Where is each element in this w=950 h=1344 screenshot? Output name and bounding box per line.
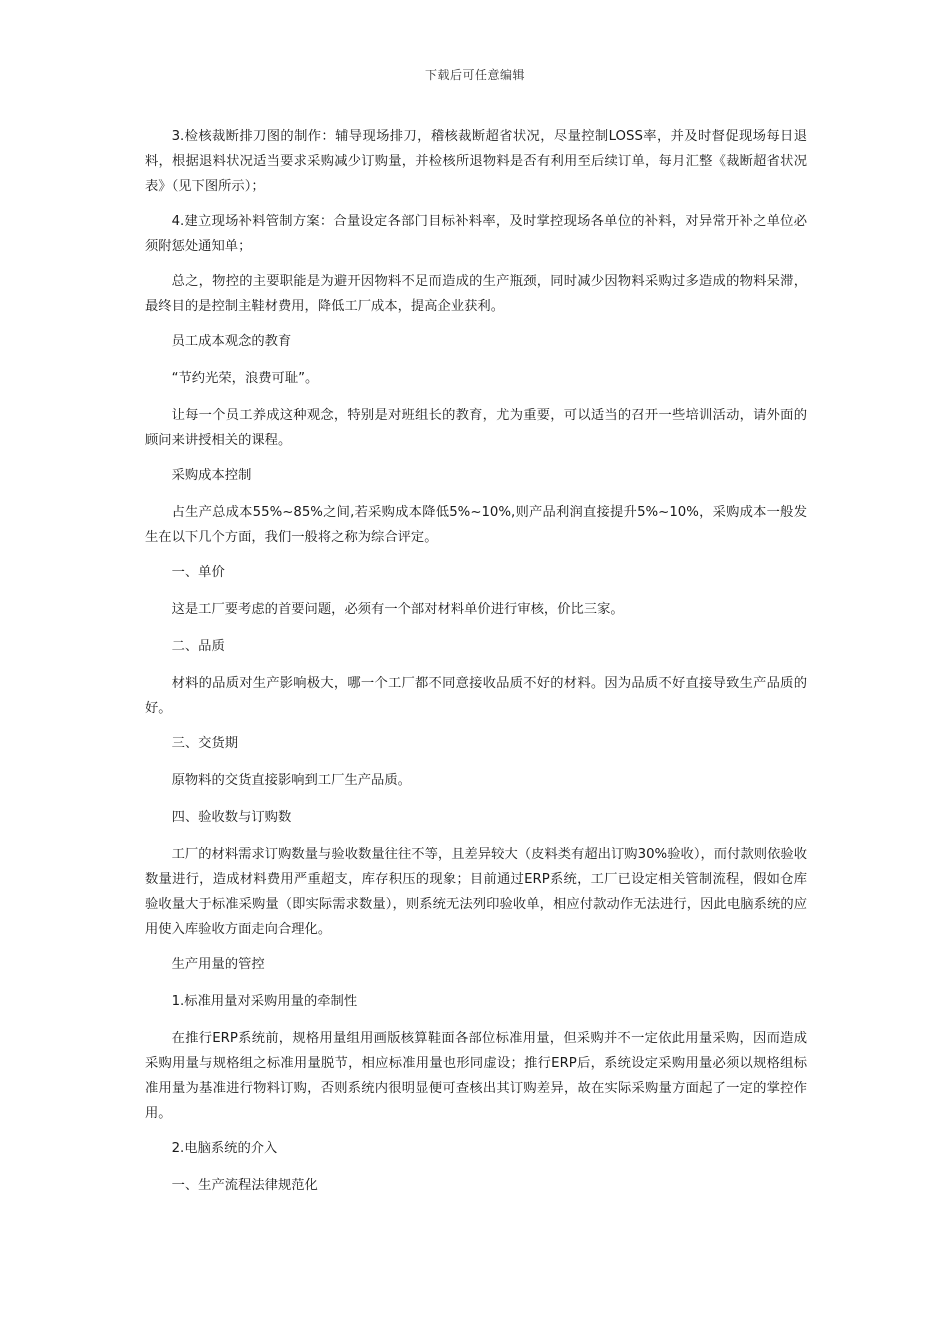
section-heading-usage-control: 生产用量的管控 xyxy=(171,957,265,972)
section-heading-purchase-cost: 采购成本控制 xyxy=(171,468,252,483)
paragraph-training: 让每一个员工养成这种观念，特别是对班组长的教育，尤为重要，可以适当的召开一些培训活动，请外面的顾问来讲授相关的课程。 xyxy=(145,408,807,448)
paragraph-purchase-share: 占生产总成本55%~85%之间,若采购成本降低5%~10%,则产品利润直接提升5%~10%，采购成本一般发生在以下几个方面，我们一般将之称为综合评定。 xyxy=(145,505,807,545)
subheading-receipt-order: 四、验收数与订购数 xyxy=(171,810,292,825)
page-header: 下载后可任意编辑 xyxy=(424,68,525,82)
paragraph-standard-usage: 在推行ERP系统前，规格用量组用画版核算鞋面各部位标准用量，但采购并不一定依此用量采购，因而造成采购用量与规格组之标准用量脱节，相应标准用量也形同虚设；推行ERP后，系统设定采购用量必须以规格组标准用量为基准进行物料订购，否则系统内很明显便可查核出其订购差异，故在实际采购量方面起了一定的掌控作用。 xyxy=(145,1031,807,1121)
subheading-unit-price: 一、单价 xyxy=(171,565,225,580)
paragraph-cutting-layout: 3.检核裁断排刀图的制作：辅导现场排刀，稽核裁断超省状况，尽量控制LOSS率，并及时督促现场每日退料，根据退料状况适当要求采购减少订购量，并检核所退物料是否有利用至后续订单，每月汇整《裁断超省状况表》（见下图所示）； xyxy=(145,129,807,194)
subheading-quality: 二、品质 xyxy=(171,639,225,654)
paragraph-summary: 总之，物控的主要职能是为避开因物料不足而造成的生产瓶颈，同时减少因物料采购过多造成的物料呆滞，最终目的是控制主鞋材费用，降低工厂成本，提高企业获利。 xyxy=(145,274,807,314)
paragraph-receipt-order: 工厂的材料需求订购数量与验收数量往往不等，且差异较大（皮料类有超出订购30%验收），而付款则依验收数量进行，造成材料费用严重超支，库存积压的现象；目前通过ERP系统，工厂已设定相关管制流程，假如仓库验收量大于标准采购量（即实际需求数量），则系统无法列印验收单，相应付款动作无法进行，因此电脑系统的应用使入库验收方面走向合理化。 xyxy=(145,847,807,937)
paragraph-unit-price: 这是工厂要考虑的首要问题，必须有一个部对材料单价进行审核，价比三家。 xyxy=(171,602,624,617)
subheading-computer-system: 2.电脑系统的介入 xyxy=(171,1141,278,1156)
paragraph-slogan: “节约光荣，浪费可耻”。 xyxy=(171,371,319,386)
paragraph-supplement-control: 4.建立现场补料管制方案：合量设定各部门目标补料率，及时掌控现场各单位的补料，对异常开补之单位必须附惩处通知单； xyxy=(145,214,807,254)
subheading-delivery: 三、交货期 xyxy=(171,736,239,751)
subheading-process-standardization: 一、生产流程法律规范化 xyxy=(171,1178,318,1193)
paragraph-quality: 材料的品质对生产影响极大，哪一个工厂都不同意接收品质不好的材料。因为品质不好直接导致生产品质的好。 xyxy=(145,676,807,716)
paragraph-delivery: 原物料的交货直接影响到工厂生产品质。 xyxy=(171,773,411,788)
subheading-standard-usage: 1.标准用量对采购用量的牵制性 xyxy=(171,994,358,1009)
document-body xyxy=(145,124,807,1210)
section-heading-cost-education: 员工成本观念的教育 xyxy=(171,334,292,349)
